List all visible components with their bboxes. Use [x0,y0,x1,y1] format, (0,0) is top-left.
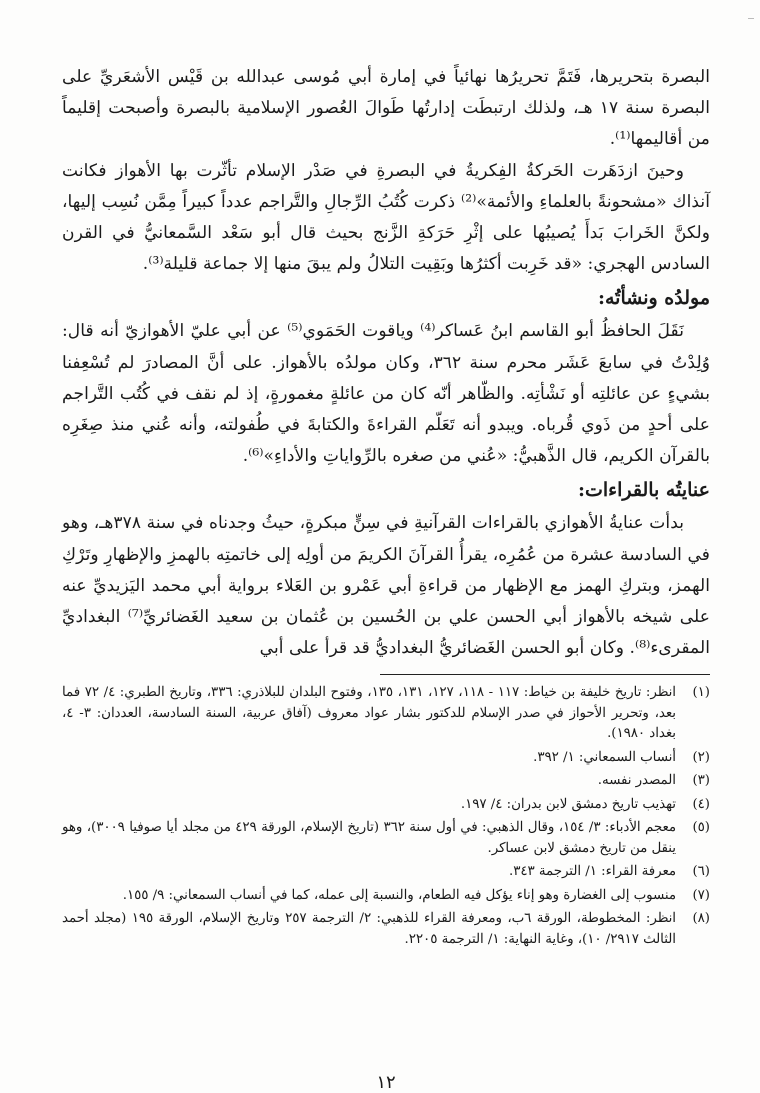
footnote-8 [62,909,710,950]
footnote-number: (٤) [692,796,710,812]
footnote-4 [62,795,710,816]
paragraph-2: وحينَ ازدَهَرت الحَركةُ الفِكريةُ في البصرةِ في صَدْر الإسلام تأثّرت بها الأهواز فكانت آنذاك «مشحونةً بالعلماءِ والأئمة»⁽²⁾ ذكرت كُتُبُ الرِّجالِ والتَّراجم عدداً كبيراً مِمَّن نُسِب إليها، ولكنَّ الخَرابَ بَدأَ يُصيبُها على إثْرِ حَرَكةِ الزَّنج بحيث قال أبو سَعْد السَّمعانيُّ في القرن السادس الهجري: «قد خَرِبت أكثرُها وبَقِيت التلالُ ولم يبقَ منها إلا جماعة قليلة⁽³⁾. [62,160,710,275]
footnote-text: تهذيب تاريخ دمشق لابن بدران: ٤/ ١٩٧. [460,796,676,812]
footnote-text: المصدر نفسه. [597,773,676,789]
book-page [62,62,710,1093]
heading-birth-upbringing: مولدُه ونشأتُه: [597,287,710,310]
footnote-number: (٦) [692,864,710,880]
paragraph-3: نَقَلَ الحافظُ أبو القاسم ابنُ عَساكر⁽⁴⁾ وياقوت الحَمَوي⁽⁵⁾ عن أبي عليّ الأهوازيّ أنه قال: وُلِدْتُ في سابعَ عَشَر محرم سنة ٣٦٢، وكان مولدُه بالأهواز. على أنَّ المصادرَ لم تُسْعِفنا بشيءٍ عن عائلتِه أو نَشْأتِه. والظّاهر أنّه كان من عائلةٍ مغمورةٍ، إذ لم نقف في كُتُب التَّراجم على أحدٍ من ذَوي قُرباه. ويبدو أنه تَعَلّم القراءةَ والكتابةَ في طُفولته، وأنه عُني منذ صِغَرِه بالقرآن الكريم، قال الذَّهبيُّ: «عُني من صغره بالرِّواياتِ والأداءِ»⁽⁶⁾. [62,321,710,467]
footnote-3 [62,771,710,792]
footnote-number: (٧) [692,887,710,903]
footnote-text: انظر: تاريخ خليفة بن خياط: ١١٧ - ١١٨، ١٢٧، ١٣١، ١٣٥، وفتوح البلدان للبلاذري: ٣٣٦، وتاريخ الطبري: ٤/ ٧٢ فما بعد، وتحرير الأحواز في صدر الإسلام للدكتور بشار عواد معروف (آفاق عربية، السنة السادسة، العددان: ٣- ٤، بغداد ١٩٨٠). [62,685,677,742]
footnote-1 [62,683,710,745]
footnote-number: (١) [692,685,710,701]
footnote-text: معجم الأدباء: ٣/ ١٥٤، وقال الذهبي: في أول سنة ٣٦٢ (تاريخ الإسلام، الورقة ٤٢٩ من مجلد أيا صوفيا ٣٠٠٩)، وهو ينقل من تاريخ دمشق لابن عساكر. [62,820,676,856]
footnote-number: (٨) [692,911,710,927]
corner-mark [748,18,754,22]
footnote-text: معرفة القراء: ١/ الترجمة ٣٤٣. [509,864,676,880]
footnote-5 [62,818,710,859]
footnote-number: (٢) [692,749,710,765]
paragraph-1: البصرة بتحريرها، فَتَمَّ تحريرُها نهائياً في إمارة أبي مُوسى عبدالله بن قَيْس الأشعَريِّ على البصرة سنة ١٧ هـ، ولذلك ارتبطَت إدارتُها طَوالَ العُصور الإسلامية بالبصرة وأصبحت إقليماً من أقاليمها⁽¹⁾. [62,67,710,150]
footnote-text: انظر: المخطوطة، الورقة ٦ب، ومعرفة القراء للذهبي: ٢/ الترجمة ٢٥٧ وتاريخ الإسلام، الورقة ١٩٥ (مجلد أحمد الثالث ٢٩١٧/ ١٠)، وغاية النهاية: ١/ الترجمة ٢٢٠٥. [62,911,676,947]
heading-readings: عنايتُه بالقراءات: [577,479,710,502]
footnote-number: (٥) [692,820,710,836]
footnotes [62,683,710,950]
footnote-text: منسوب إلى الغضارة وهو إناء يؤكل فيه الطعام، والنسبة إلى عمله، كما في أنساب السمعاني: ٩/ ١٥٥. [122,887,676,903]
page-number: ١٢ [376,1072,396,1093]
footnote-text: أنساب السمعاني: ١/ ٣٩٢. [533,749,676,765]
footnote-number: (٣) [692,773,710,789]
footnote-6 [62,862,710,883]
paragraph-4: بدأت عنايةُ الأهوازي بالقراءات القرآنيةِ في سِنٍّ مبكرةٍ، حيثُ وجدناه في سنة ٣٧٨هـ، وهو في السادسة عشرة من عُمُرِه، يقرأُ القرآنَ الكريمَ من أولِه إلى خاتمتِه بالهمزِ والإظهارِ وتَرْكِ الهمز، وبتركِ الهمز مع الإظهار من قراءةِ أبي عَمْرو بن العَلاء برواية أبي محمد اليَزيديِّ عنه على شيخه بالأهواز أبي الحسن علي بن الحُسين بن عُثمان بن سعيد الغَضائريِّ⁽⁷⁾ البغداديِّ المقرىء⁽⁸⁾. وكان أبو الحسن الغَضائريُّ البغداديُّ قد قرأ على أبي [62,513,710,659]
body-text [62,62,710,664]
footnote-7 [62,886,710,907]
footnote-divider [380,674,710,675]
footnote-2 [62,748,710,769]
